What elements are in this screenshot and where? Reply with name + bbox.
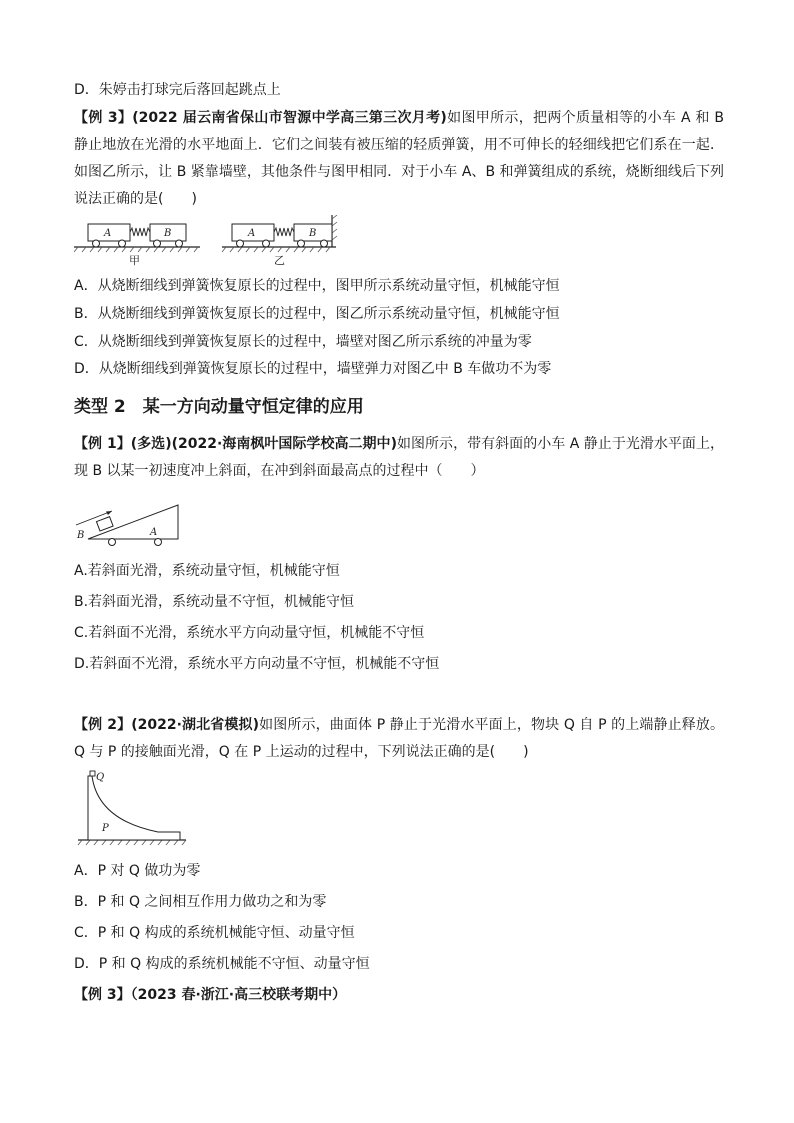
example-tag: 【例 2】 — [74, 717, 132, 733]
figure-caption-right: 乙 — [274, 254, 285, 267]
incline-label-a: A — [150, 527, 158, 538]
example-text: 如图甲所示，把两个质量相等的小车 A 和 B 静止地放在光滑的水平地面上．它们之间装有被压缩的轻质弹簧，用不可伸长的轻细线把它们系在一起．如图乙所示，让 B 紧靠墙壁，其他条件与图甲相同．对于小车 A、B 和弹簧组成的系统，烧断细线后下列说法正确的是( ) — [74, 110, 725, 207]
carts-spring-figure — [74, 215, 354, 267]
section-heading: 类型 2 某一方向动量守恒定律的应用 — [74, 397, 364, 417]
block-b-label: B — [77, 530, 85, 541]
compressed-spring — [130, 228, 150, 236]
figure-caption-left: 甲 — [129, 254, 140, 267]
example-source: （2023 春·浙江·高三校联考期中） — [130, 987, 347, 1003]
figure-left-carts — [74, 224, 200, 267]
cart-a-wall-label: A — [248, 228, 256, 239]
type2-example-1-option-d: D.若斜面不光滑，系统水平方向动量不守恒，机械能不守恒 — [74, 656, 440, 672]
example-text: 如图所示，曲面体 P 静止于光滑水平面上，物块 Q 自 P 的上端静止释放。Q 与 P 的接触面光滑，Q 在 P 上运动的过程中，下列说法正确的是( ) — [74, 717, 724, 760]
example-text: 如图所示，带有斜面的小车 A 静止于光滑水平面上，现 B 以某一初速度冲上斜面，在冲到斜面最高点的过程中（ ） — [74, 436, 724, 479]
figure-right-carts — [222, 215, 337, 267]
incline-cart-figure — [74, 495, 190, 551]
example-3-option-c: C．从烧断细线到弹簧恢复原长的过程中，墙壁对图乙所示系统的冲量为零 — [74, 334, 532, 350]
example-source: (多选)(2022·海南枫叶国际学校高二期中) — [130, 436, 397, 452]
type2-example-2-option-b: B．P 和 Q 之间相互作用力做功之和为零 — [74, 894, 327, 910]
block-q-label: Q — [96, 772, 105, 783]
example-3-question — [74, 105, 724, 213]
type2-example-2-option-a: A．P 对 Q 做功为零 — [74, 863, 201, 879]
type2-example-1-option-a: A.若斜面光滑，系统动量守恒，机械能守恒 — [74, 563, 340, 579]
type2-example-1-option-c: C.若斜面不光滑，系统水平方向动量守恒，机械能不守恒 — [74, 625, 425, 641]
example-3-option-b: B．从烧断细线到弹簧恢复原长的过程中，图乙所示系统动量守恒，机械能守恒 — [74, 306, 560, 322]
type2-example-1-option-b: B.若斜面光滑，系统动量不守恒，机械能守恒 — [74, 594, 355, 610]
example-tag: 【例 3】 — [74, 987, 131, 1003]
example-source: (2022·湖北省模拟) — [131, 717, 260, 733]
type2-example-2-option-c: C．P 和 Q 构成的系统机械能守恒、动量守恒 — [74, 925, 355, 941]
cart-b-label: B — [164, 228, 172, 239]
block-b — [96, 517, 113, 531]
type2-example-2-question — [74, 712, 724, 766]
curved-body-label: P — [102, 823, 109, 834]
example-3-option-d: D．从烧断细线到弹簧恢复原长的过程中，墙壁弹力对图乙中 B 车做功不为零 — [74, 361, 552, 377]
type2-example-3-heading — [74, 985, 346, 1005]
example-3-option-a: A．从烧断细线到弹簧恢复原长的过程中，图甲所示系统动量守恒，机械能守恒 — [74, 278, 560, 294]
cart-b-wall-label: B — [309, 228, 317, 239]
block-q — [90, 771, 95, 776]
example-tag: 【例 1】 — [74, 436, 131, 452]
cart-a-label: A — [104, 228, 112, 239]
curved-surface-figure — [74, 768, 194, 848]
type2-example-1-question — [74, 431, 724, 485]
compressed-spring-wall — [274, 228, 294, 236]
example-source: (2022 届云南省保山市智源中学高三第三次月考) — [132, 110, 447, 126]
previous-question-option-d: D．朱婷击打球完后落回起跳点上 — [74, 82, 281, 98]
example-tag: 【例 3】 — [74, 110, 133, 126]
type2-example-2-option-d: D．P 和 Q 构成的系统机械能不守恒、动量守恒 — [74, 956, 370, 972]
